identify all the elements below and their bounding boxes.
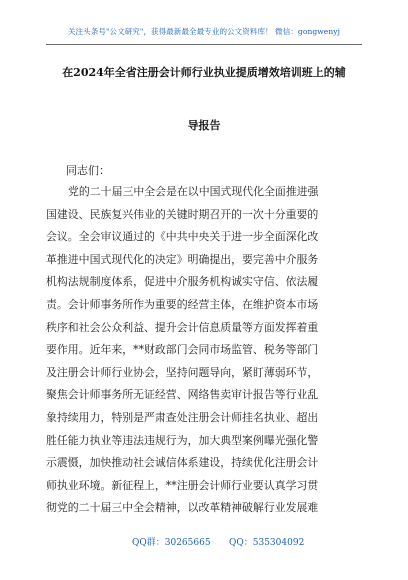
body-line: 革推进中国式现代化的决定》明确提出，要完善中介服务 — [46, 252, 319, 266]
body-line: 国建设、民族复兴伟业的关键时期召开的一次十分重要的 — [46, 207, 319, 221]
salutation: 同志们： — [66, 164, 110, 177]
document-title-line-1: 在2024年全省注册会计师行业执业提质增效培训班上的辅 — [62, 66, 346, 79]
body-line: 象持续用力，特别是严肃查处注册会计师挂名执业、超出 — [46, 410, 319, 424]
body-line: 胜任能力执业等违法违规行为，加大典型案例曝光强化警 — [46, 433, 319, 447]
footer-qq-number: QQ：535304092 — [229, 538, 305, 548]
document-title-line-2: 导报告 — [187, 119, 221, 132]
body-line: 党的二十届三中全会是在以中国式现代化全面推进强 — [68, 185, 319, 198]
header-promo-text: 关注头条号"公文研究"，获得最新最全最专业的公文资料库！ 微信：gongwenyj — [67, 27, 341, 36]
header-divider — [46, 44, 362, 45]
body-line: 示震慑，加快推动社会诚信体系建设，持续优化注册会计 — [46, 456, 319, 470]
body-line: 会议。全会审议通过的《中共中央关于进一步全面深化改 — [46, 230, 319, 244]
body-line: 要作用。近年来，**财政部门会同市场监管、税务等部门 — [46, 343, 319, 357]
footer-qq-group: QQ群：30265665 — [132, 538, 211, 548]
body-line: 责。会计师事务所作为重要的经营主体，在维护资本市场 — [46, 297, 319, 311]
body-line: 及注册会计师行业协会，坚持问题导向，紧盯薄弱环节， — [46, 365, 319, 379]
body-paragraph — [46, 181, 362, 520]
body-line: 秩序和社会公众利益、提升会计信息质量等方面发挥着重 — [46, 320, 319, 334]
body-line: 彻党的二十届三中全会精神，以改革精神破解行业发展难 — [46, 501, 319, 515]
body-line: 聚焦会计师事务所无证经营、网络售卖审计报告等行业乱 — [46, 388, 319, 402]
body-line: 机构法规制度体系，促进中介服务机构诚实守信、依法履 — [46, 275, 319, 289]
body-line: 师执业环境。新征程上，**注册会计师行业要认真学习贯 — [46, 478, 319, 492]
